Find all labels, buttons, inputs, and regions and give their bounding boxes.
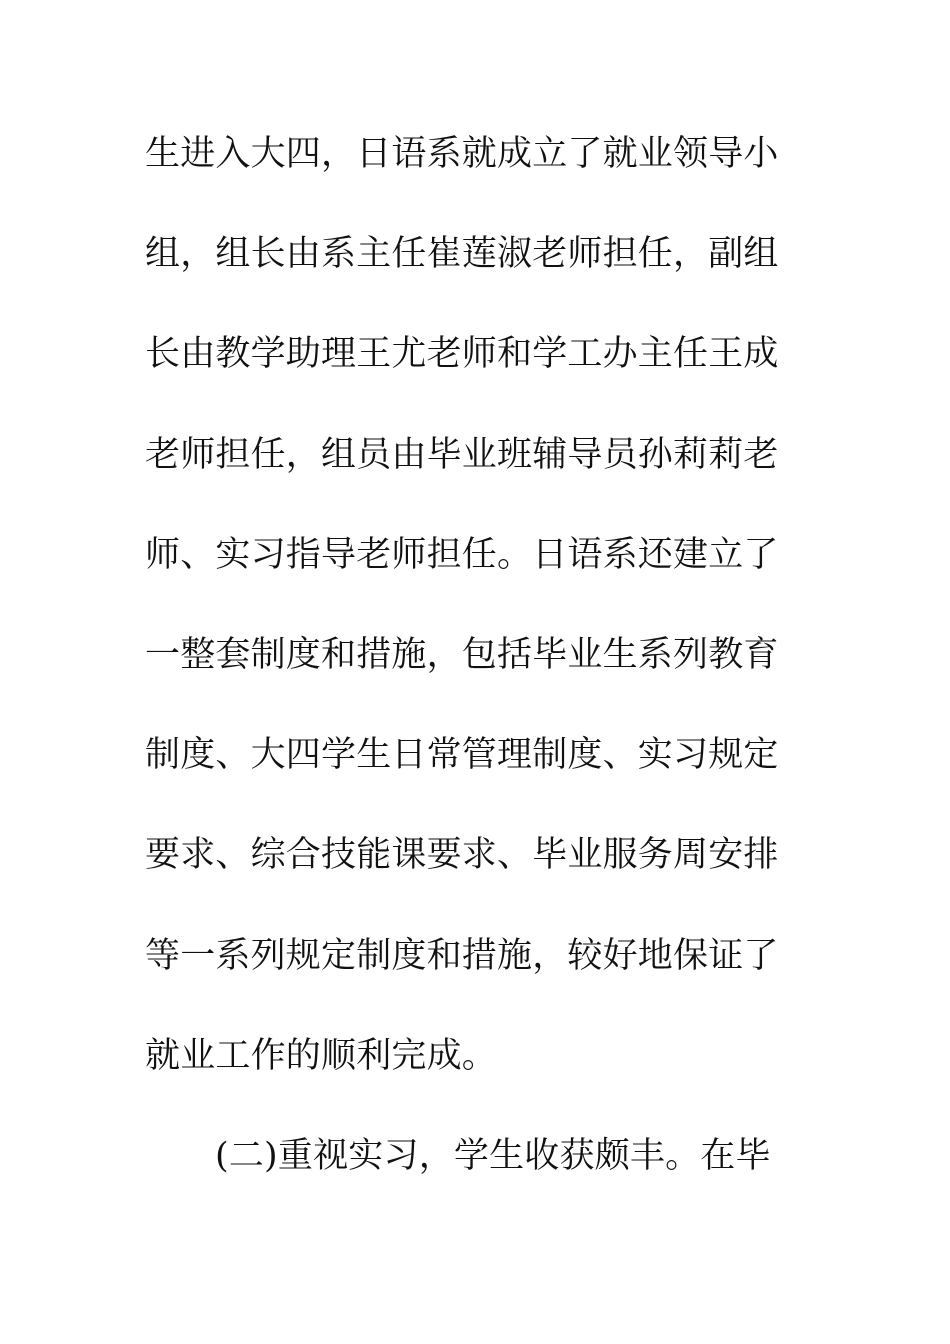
section-heading-line: (二)重视实习，学生收获颇丰。在毕 xyxy=(215,1135,771,1176)
text-line: 长由教学助理王尤老师和学工办主任王成 xyxy=(145,334,779,375)
text-line: 就业工作的顺利完成。 xyxy=(145,1035,498,1076)
text-line: 一整套制度和措施，包括毕业生系列教育 xyxy=(145,634,779,675)
text-line: 要求、综合技能课要求、毕业服务周安排 xyxy=(145,835,779,876)
text-line: 等一系列规定制度和措施，较好地保证了 xyxy=(145,935,779,976)
text-line: 组，组长由系主任崔莲淑老师担任，副组 xyxy=(145,234,779,275)
text-line: 老师担任，组员由毕业班辅导员孙莉莉老 xyxy=(145,434,779,475)
text-line: 师、实习指导老师担任。日语系还建立了 xyxy=(145,534,779,575)
body-text xyxy=(145,124,785,1226)
text-line: 生进入大四，日语系就成立了就业领导小 xyxy=(145,134,779,174)
text-line: 制度、大四学生日常管理制度、实习规定 xyxy=(145,735,779,776)
